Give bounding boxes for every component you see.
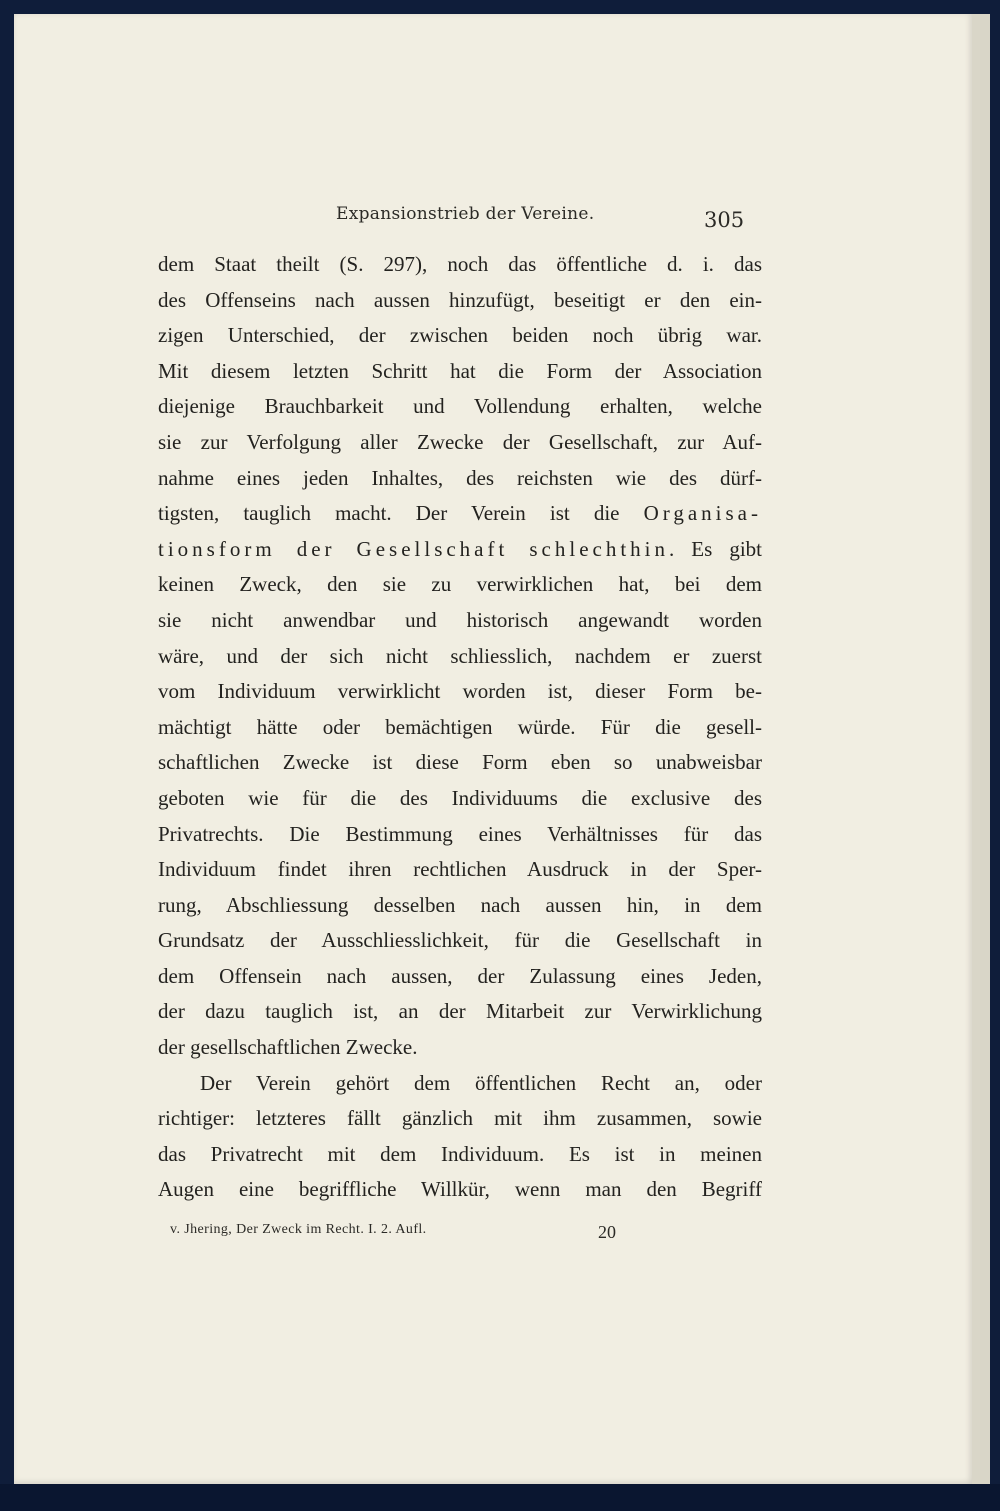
running-title: Expansionstrieb der Vereine.	[336, 204, 595, 224]
text-segment: tigsten, tauglich macht. Der Verein ist die	[158, 501, 644, 526]
text-line: Augen eine begriffliche Willkür, wenn man den Begriff	[158, 1177, 762, 1202]
text-line: der dazu tauglich ist, an der Mitarbeit zur Verwirklichung	[158, 999, 762, 1024]
text-line: sie nicht anwendbar und historisch angewandt worden	[158, 607, 762, 632]
footer-author-line: v. Jhering, Der Zweck im Recht. I. 2. Aufl.	[170, 1222, 427, 1237]
text-line: Mit diesem letzten Schritt hat die Form der Association	[158, 358, 762, 383]
spaced-emphasis: Organisa-	[643, 501, 762, 526]
text-line: vom Individuum verwirklicht worden ist, dieser Form be-	[158, 679, 762, 704]
text-line: nahme eines jeden Inhaltes, des reichsten wie des dürf-	[158, 465, 762, 490]
text-line: dem Staat theilt (S. 297), noch das öffentliche d. i. das	[158, 252, 762, 276]
text-line: keinen Zweck, den sie zu verwirklichen hat, bei dem	[158, 572, 762, 597]
text-segment: . Es gibt	[669, 536, 763, 561]
text-line: zigen Unterschied, der zwischen beiden noch übrig war.	[158, 323, 762, 348]
scan-bottom-strip	[0, 1484, 1000, 1511]
page-edge	[972, 14, 990, 1484]
spaced-emphasis: tionsform der Gesellschaft schlechthin	[158, 536, 670, 561]
text-line: schaftlichen Zwecke ist diese Form eben so unabweisbar	[158, 750, 762, 775]
text-line: richtiger: letzteres fällt gänzlich mit ihm zusammen, sowie	[158, 1106, 762, 1131]
paragraph-start-line: Der Verein gehört dem öffentlichen Recht an, oder	[200, 1070, 762, 1095]
text-line: Grundsatz der Ausschliesslichkeit, für die Gesellschaft in	[158, 928, 762, 953]
text-line-with-emphasis	[158, 496, 762, 532]
text-line: das Privatrecht mit dem Individuum. Es ist in meinen	[158, 1141, 762, 1166]
running-head	[320, 198, 780, 234]
text-line: der gesellschaftlichen Zwecke.	[158, 1035, 418, 1060]
text-line: wäre, und der sich nicht schliesslich, nachdem er zuerst	[158, 643, 762, 668]
text-line: sie zur Verfolgung aller Zwecke der Gesellschaft, zur Auf-	[158, 429, 762, 454]
text-line: des Offenseins nach aussen hinzufügt, beseitigt er den ein-	[158, 287, 762, 312]
text-line: dem Offensein nach aussen, der Zulassung eines Jeden,	[158, 963, 762, 988]
page-number: 305	[704, 208, 745, 232]
text-line: geboten wie für die des Individuums die exclusive des	[158, 785, 762, 810]
signature-mark: 20	[598, 1222, 616, 1242]
body-text	[158, 247, 762, 1208]
text-line: rung, Abschliessung desselben nach aussen hin, in dem	[158, 892, 762, 917]
text-line: diejenige Brauchbarkeit und Vollendung erhalten, welche	[158, 394, 762, 419]
text-line-with-emphasis	[158, 532, 762, 568]
text-line: mächtigt hätte oder bemächtigen würde. Für die gesell-	[158, 714, 762, 739]
text-line: Privatrechts. Die Bestimmung eines Verhältnisses für das	[158, 821, 762, 846]
text-line: Individuum findet ihren rechtlichen Ausdruck in der Sper-	[158, 857, 762, 882]
page-footer	[170, 1220, 630, 1248]
